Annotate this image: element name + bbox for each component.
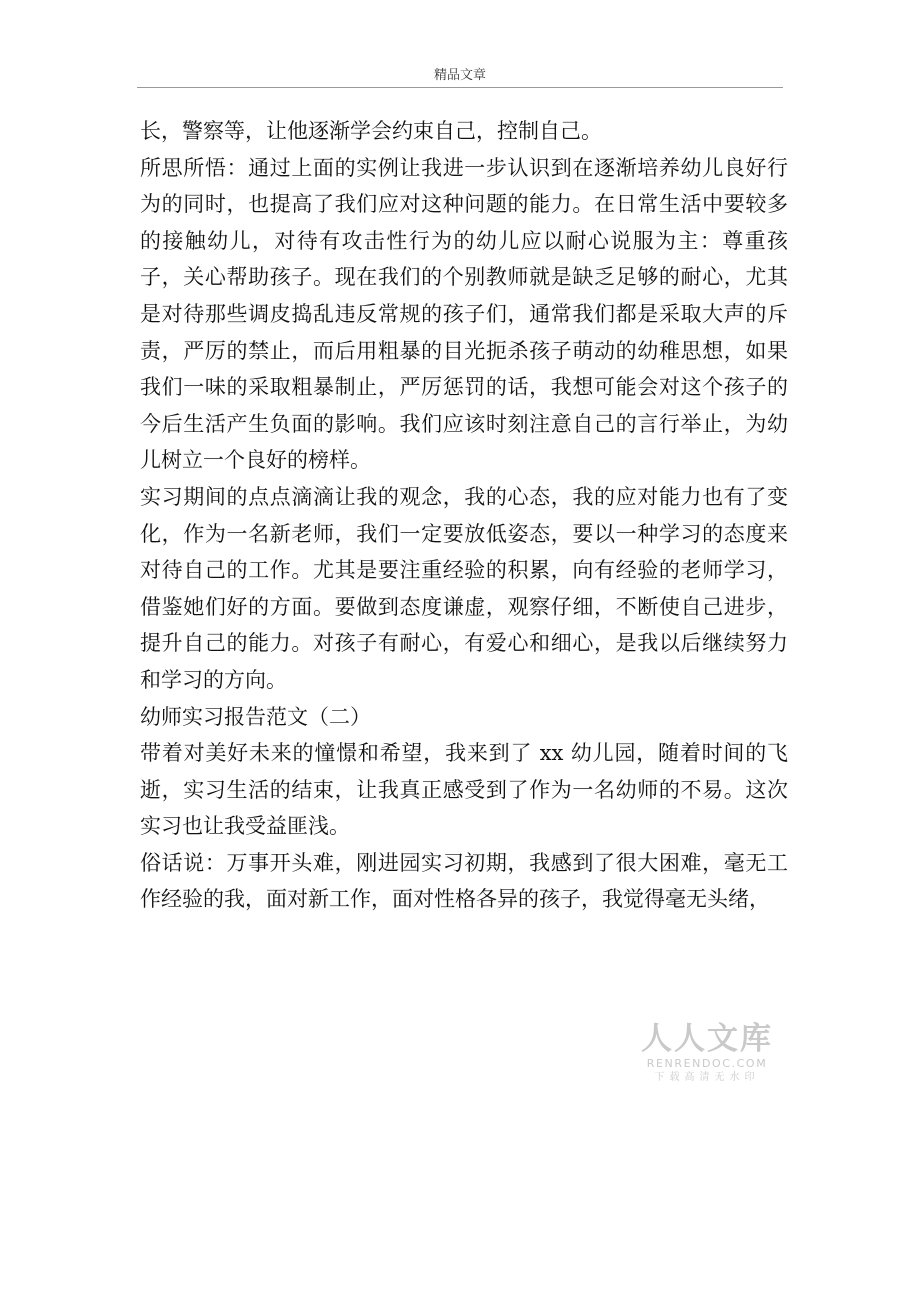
watermark-logo [632,1021,782,1085]
paragraph: 实习期间的点点滴滴让我的观念，我的心态，我的应对能力也有了变化，作为一名新老师，我们一定要放低姿态，要以一种学习的态度来对待自己的工作。尤其是要注重经验的积累，向有经验的老师学习，借鉴她们好的方面。要做到态度谦虚，观察仔细，不断使自己进步，提升自己的能力。对孩子有耐心，有爱心和细心，是我以后继续努力和学习的方向。 [140,484,788,692]
paragraph: 长，警察等，让他逐渐学会约束自己，控制自己。 [140,119,602,143]
document-body [140,113,788,918]
paragraph: 俗话说：万事开头难，刚进园实习初期，我感到了很大困难，毫无工作经验的我，面对新工作，面对性格各异的孩子，我觉得毫无头绪， [140,850,788,912]
page-header-title: 精品文章 [433,68,486,83]
watermark-domain-text: RENRENDOC.COM [646,1057,768,1070]
section-heading: 幼师实习报告范文（二） [140,704,371,729]
header-divider [137,87,783,88]
watermark-main-text: 人人文库 [641,1021,773,1057]
paragraph: 所思所悟：通过上面的实例让我进一步认识到在逐渐培养幼儿良好行为的同时，也提高了我们应对这种问题的能力。在日常生活中要较多的接触幼儿，对待有攻击性行为的幼儿应以耐心说服为主：尊重孩子，关心帮助孩子。现在我们的个别教师就是缺乏足够的耐心，尤其是对待那些调皮捣乱违反常规的孩子们，通常我们都是采取大声的斥责，严厉的禁止，而后用粗暴的目光扼杀孩子萌动的幼稚思想，如果我们一味的采取粗暴制止，严厉惩罚的话，我想可能会对这个孩子的今后生活产生负面的影响。我们应该时刻注意自己的言行举止，为幼儿树立一个良好的榜样。 [140,155,788,473]
watermark-subtitle-text: 下载高清无水印 [654,1072,760,1083]
paragraph: 带着对美好未来的憧憬和希望，我来到了 xx 幼儿园，随着时间的飞逝，实习生活的结束，让我真正感受到了作为一名幼师的不易。这次实习也让我受益匪浅。 [140,741,788,839]
